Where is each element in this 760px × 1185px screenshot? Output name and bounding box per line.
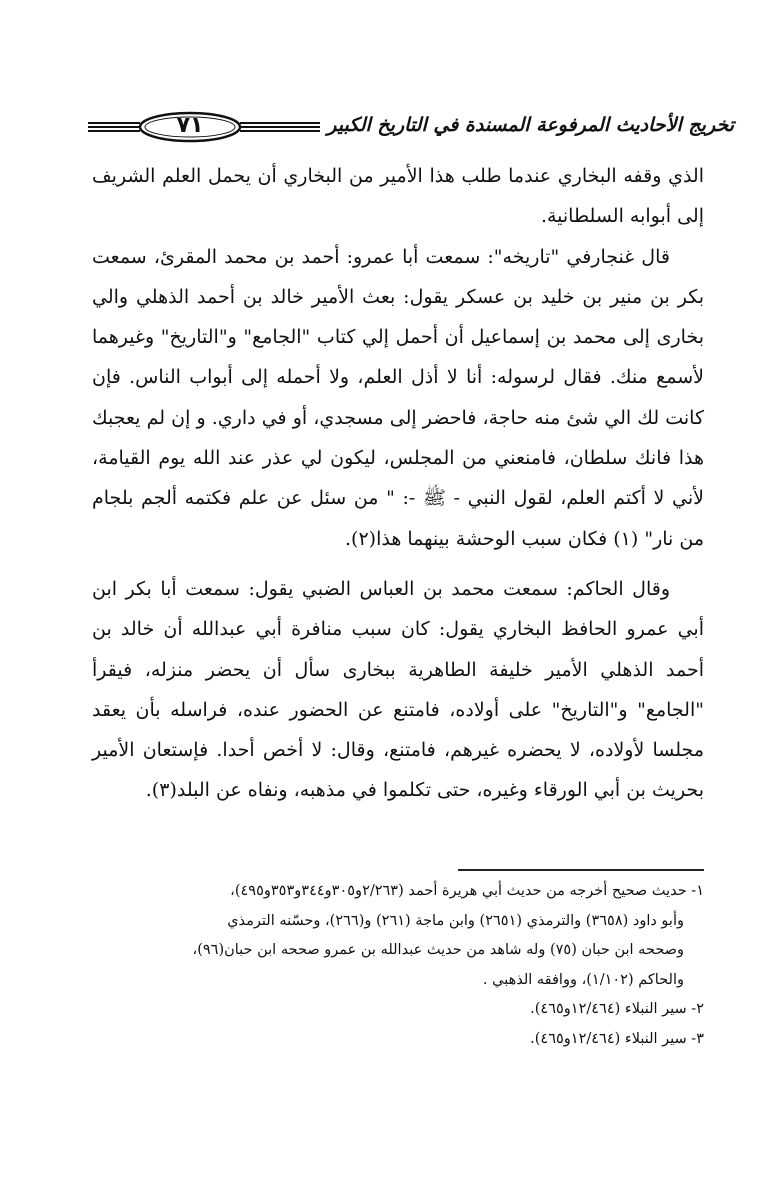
paragraph-1: الذي وقفه البخاري عندما طلب هذا الأمير من البخاري أن يحمل العلم الشريف إلى أبوابه السلطانية. (92, 165, 704, 228)
book-title: تخريج الأحاديث المرفوعة المسندة في التاريخ الكبير (327, 114, 734, 136)
footnote-1-line-2: وأبو داود (٣٦٥٨) والترمذي (٢٦٥١) وابن ماجة (٢٦١) و(٢٦٦)، وحسّنه الترمذي (227, 912, 684, 929)
footnote-2: ٢- سير النبلاء (١٢/٤٦٤و٤٦٥). (530, 1001, 704, 1017)
footnote-1-line-3: وصححه ابن حبان (٧٥) وله شاهد من حديث عبدالله بن عمرو صححه ابن حبان(٩٦)، (192, 942, 684, 958)
footnote-3: ٣- سير النبلاء (١٢/٤٦٤و٤٦٥). (530, 1030, 704, 1047)
footnote-separator (458, 869, 704, 871)
footnote-1-line-1: ١- حديث صحيح أخرجه من حديث أبي هريرة أحمد (٢/٢٦٣و٣٠٥و٣٤٤و٣٥٣و٤٩٥)، (230, 883, 704, 899)
running-header (88, 104, 734, 150)
paragraph-3: وقال الحاكم: سمعت محمد بن العباس الضبي يقول: سمعت أبا بكر ابن أبي عمرو الحافظ البخاري يقول: كان سبب منافرة أبي عبدالله أن خالد بن أحمد الذهلي الأمير خليفة الطاهرية ببخارى سأل أن يحضر منزله، فيقرأ "الجامع" و"التاريخ" على أولاده، فامتنع عن الحضور عنده، فراسله بأن يعقد مجلسا لأولاده، لا يحضره غيرهم، فامتنع، وقال: لا أخص أحدا. فإستعان الأمير بحريث بن أبي الورقاء وغيره، حتى تكلموا في مذهبه، ونفاه عن البلد(٣). (92, 577, 704, 802)
footnote-1-line-4: والحاكم (١/١٠٢)، ووافقه الذهبي . (482, 971, 684, 988)
paragraph-2: قال غنجارفي "تاريخه": سمعت أبا عمرو: أحمد بن محمد المقرئ، سمعت بكر بن منير بن خليد بن عسكر يقول: بعث الأمير خالد بن أحمد الذهلي والي بخارى إلى محمد بن إسماعيل أن أحمل إلي كتاب "الجامع" و"التاريخ" وغيرهما لأسمع منك. فقال لرسوله: أنا لا أذل العلم، ولا أحمله إلى أبواب الناس. فإن كانت لك الي شئ منه حاجة، فاحضر إلى مسجدي، أو في داري. و إن لم يعجبك هذا فانك سلطان، فامنعني من المجلس، ليكون لي عذر عند الله يوم القيامة، لأني لا أكتم العلم، لقول النبي - ﷺ -: " من سئل عن علم فكتمه ألجم بلجام من نار" (١) فكان سبب الوحشة بينهما هذا(٢). (92, 245, 704, 550)
footnotes (92, 877, 704, 1054)
page-number: ٧١ (176, 113, 204, 138)
main-text (92, 156, 704, 811)
